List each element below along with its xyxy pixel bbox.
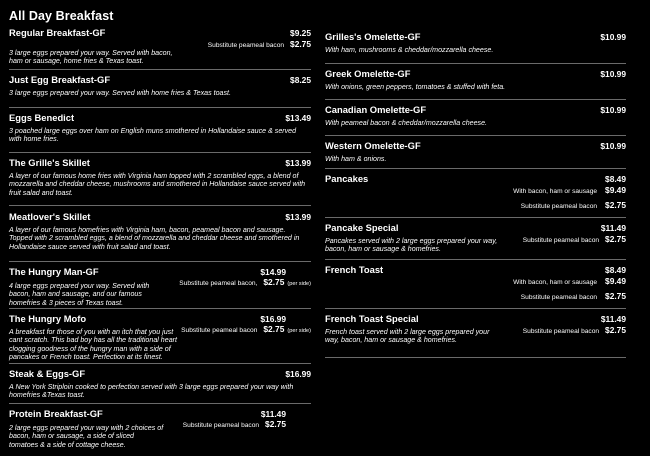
item-price: $14.99 (260, 267, 286, 277)
item-name: Grilles's Omelette-GF (325, 31, 421, 42)
option-price: $2.75 (605, 325, 626, 335)
option-label: Substitute peameal bacon (522, 328, 600, 335)
option-label: Substitute peameal bacon (181, 327, 258, 334)
item-price: $13.49 (285, 113, 311, 123)
menu-item-western-omelette (325, 136, 626, 169)
option-price: $2.75 (605, 291, 626, 301)
item-description: A New York Striploin cooked to perfection served with 3 large eggs prepared your way with homefries &Texas toast. (9, 383, 294, 400)
option-price: $9.49 (605, 185, 626, 195)
menu-item-just-egg (9, 70, 311, 108)
menu-item-canadian-omelette (325, 100, 626, 136)
menu-item-regular-breakfast (9, 27, 311, 70)
menu-item-grilles-skillet (9, 153, 311, 206)
option-label: With bacon, ham or sausage (513, 188, 598, 195)
item-name: French Toast Special (325, 313, 419, 324)
item-option (181, 324, 311, 336)
menu-column-left (9, 27, 311, 456)
menu-item-protein-breakfast (9, 404, 311, 456)
item-name: Steak & Eggs-GF (9, 368, 86, 379)
item-description: 3 large eggs prepared your way. Served with home fries & Texas toast. (9, 89, 231, 97)
option-label: With bacon, ham or sausage (513, 279, 598, 286)
item-option (208, 39, 311, 51)
option-label: Substitute peameal bacon (207, 42, 285, 49)
item-name: The Hungry Mofo (9, 313, 87, 324)
item-option (325, 200, 626, 215)
menu-item-hungry-man (9, 262, 311, 309)
menu-item-meatlovers-skillet (9, 206, 311, 262)
item-price: $11.49 (600, 314, 626, 324)
item-option (183, 419, 286, 431)
item-description: A layer of our famous home fries with Virginia ham topped with 2 scrambled eggs, a blend of mozzarella and cheddar cheese, mushrooms and smothered in Hollandaise sauce served with fruit salad and toast. (9, 172, 306, 197)
item-name: Protein Breakfast-GF (9, 408, 103, 419)
item-price: $10.99 (600, 32, 626, 42)
menu-item-greek-omelette (325, 64, 626, 100)
item-description: A breakfast for those of you with an itch that you just cant scratch. This bad boy has all the traditional heart clogging goodness of the hungry man with a side of pancakes or French toast. Perfection at its finest. (9, 328, 177, 362)
item-description: With ham, mushrooms & cheddar/mozzarella cheese. (325, 46, 494, 54)
item-price: $16.99 (260, 314, 286, 324)
menu-item-grilles-omelette (325, 27, 626, 64)
item-option (325, 276, 626, 291)
item-description: French toast served with 2 large eggs prepared your way, bacon, ham or sausage & homefries. (325, 328, 490, 345)
item-price: $9.25 (290, 28, 311, 38)
item-name: Greek Omelette-GF (325, 68, 411, 79)
item-name: Regular Breakfast-GF (9, 27, 106, 38)
option-label: Substitute peameal bacon (182, 422, 260, 429)
menu-item-pancake-special (325, 218, 626, 260)
item-price: $16.99 (285, 369, 311, 379)
item-price: $8.49 (605, 174, 626, 184)
item-description: Pancakes served with 2 large eggs prepared your way, bacon, ham or sausage & homefries. (325, 237, 498, 254)
item-price: $13.99 (285, 212, 311, 222)
menu-item-pancakes (325, 169, 626, 218)
item-price: $8.49 (605, 265, 626, 275)
menu-item-steak-eggs (9, 364, 311, 404)
item-price: $11.49 (600, 223, 626, 233)
menu-item-french-toast (325, 260, 626, 309)
item-name: Canadian Omelette-GF (325, 104, 427, 115)
item-price: $8.25 (290, 75, 311, 85)
item-name: The Grille's Skillet (9, 157, 90, 168)
item-name: French Toast (325, 264, 384, 275)
item-name: Just Egg Breakfast-GF (9, 74, 111, 85)
option-label: Substitute peameal bacon (520, 294, 598, 301)
item-name: Pancake Special (325, 222, 399, 233)
option-note: (per side) (287, 328, 311, 334)
option-price: $2.75 (605, 200, 626, 210)
page-title: All Day Breakfast (9, 9, 114, 23)
option-price: $2.75 (263, 277, 285, 287)
option-price: $2.75 (263, 324, 285, 334)
menu-item-hungry-mofo (9, 309, 311, 364)
menu-item-french-toast-special (325, 309, 626, 358)
option-price: $9.49 (605, 276, 626, 286)
item-name: The Hungry Man-GF (9, 266, 99, 277)
item-name: Western Omelette-GF (325, 140, 421, 151)
option-note: (per side) (287, 281, 311, 287)
item-price: $13.99 (285, 158, 311, 168)
item-description: With peameal bacon & cheddar/mozzarella cheese. (325, 119, 487, 127)
item-price: $10.99 (600, 141, 626, 151)
item-option (523, 325, 626, 337)
menu-item-eggs-benedict (9, 108, 311, 153)
option-price: $2.75 (290, 39, 311, 49)
item-option (325, 185, 626, 200)
item-description: With ham & onions. (325, 155, 387, 163)
option-price: $2.75 (265, 419, 286, 429)
item-description: 3 large eggs prepared your way. Served with bacon, ham or sausage, home fries & Texas toast. (9, 49, 173, 66)
item-option (325, 291, 626, 306)
item-price: $10.99 (600, 69, 626, 79)
item-price: $10.99 (600, 105, 626, 115)
item-name: Eggs Benedict (9, 112, 75, 123)
item-name: Pancakes (325, 173, 369, 184)
item-price: $11.49 (260, 409, 286, 419)
menu-column-right (325, 27, 626, 358)
item-option (179, 277, 311, 289)
option-label: Substitute peameal bacon (520, 203, 598, 210)
item-description: 3 poached large eggs over ham on English muns smothered in Hollandaise sauce & served with home fries. (9, 127, 297, 144)
option-label: Substitute peameal bacon, (179, 280, 258, 287)
option-label: Substitute peameal bacon (522, 237, 600, 244)
item-description: 4 large eggs prepared your way. Served with bacon, ham and sausage, and our famous homefries & 3 pieces of Texas toast. (9, 282, 150, 307)
item-description: 2 large eggs prepared your way with 2 choices of bacon, ham or sausage, a side of sliced tomatoes & a side of cottage cheese. (9, 424, 164, 449)
item-name: Meatlover's Skillet (9, 211, 91, 222)
item-option (523, 234, 626, 246)
option-price: $2.75 (605, 234, 626, 244)
item-description: A layer of our famous homefries with Virginia ham, bacon, peameal bacon and sausage. Topped with 2 scrambled eggs, a blend of mozzarella and cheddar cheese and smothered in Hollandaise sauce served with fruit salad and toast. (9, 226, 300, 251)
item-description: With onions, green peppers, tomatoes & stuffed with feta. (325, 83, 506, 91)
